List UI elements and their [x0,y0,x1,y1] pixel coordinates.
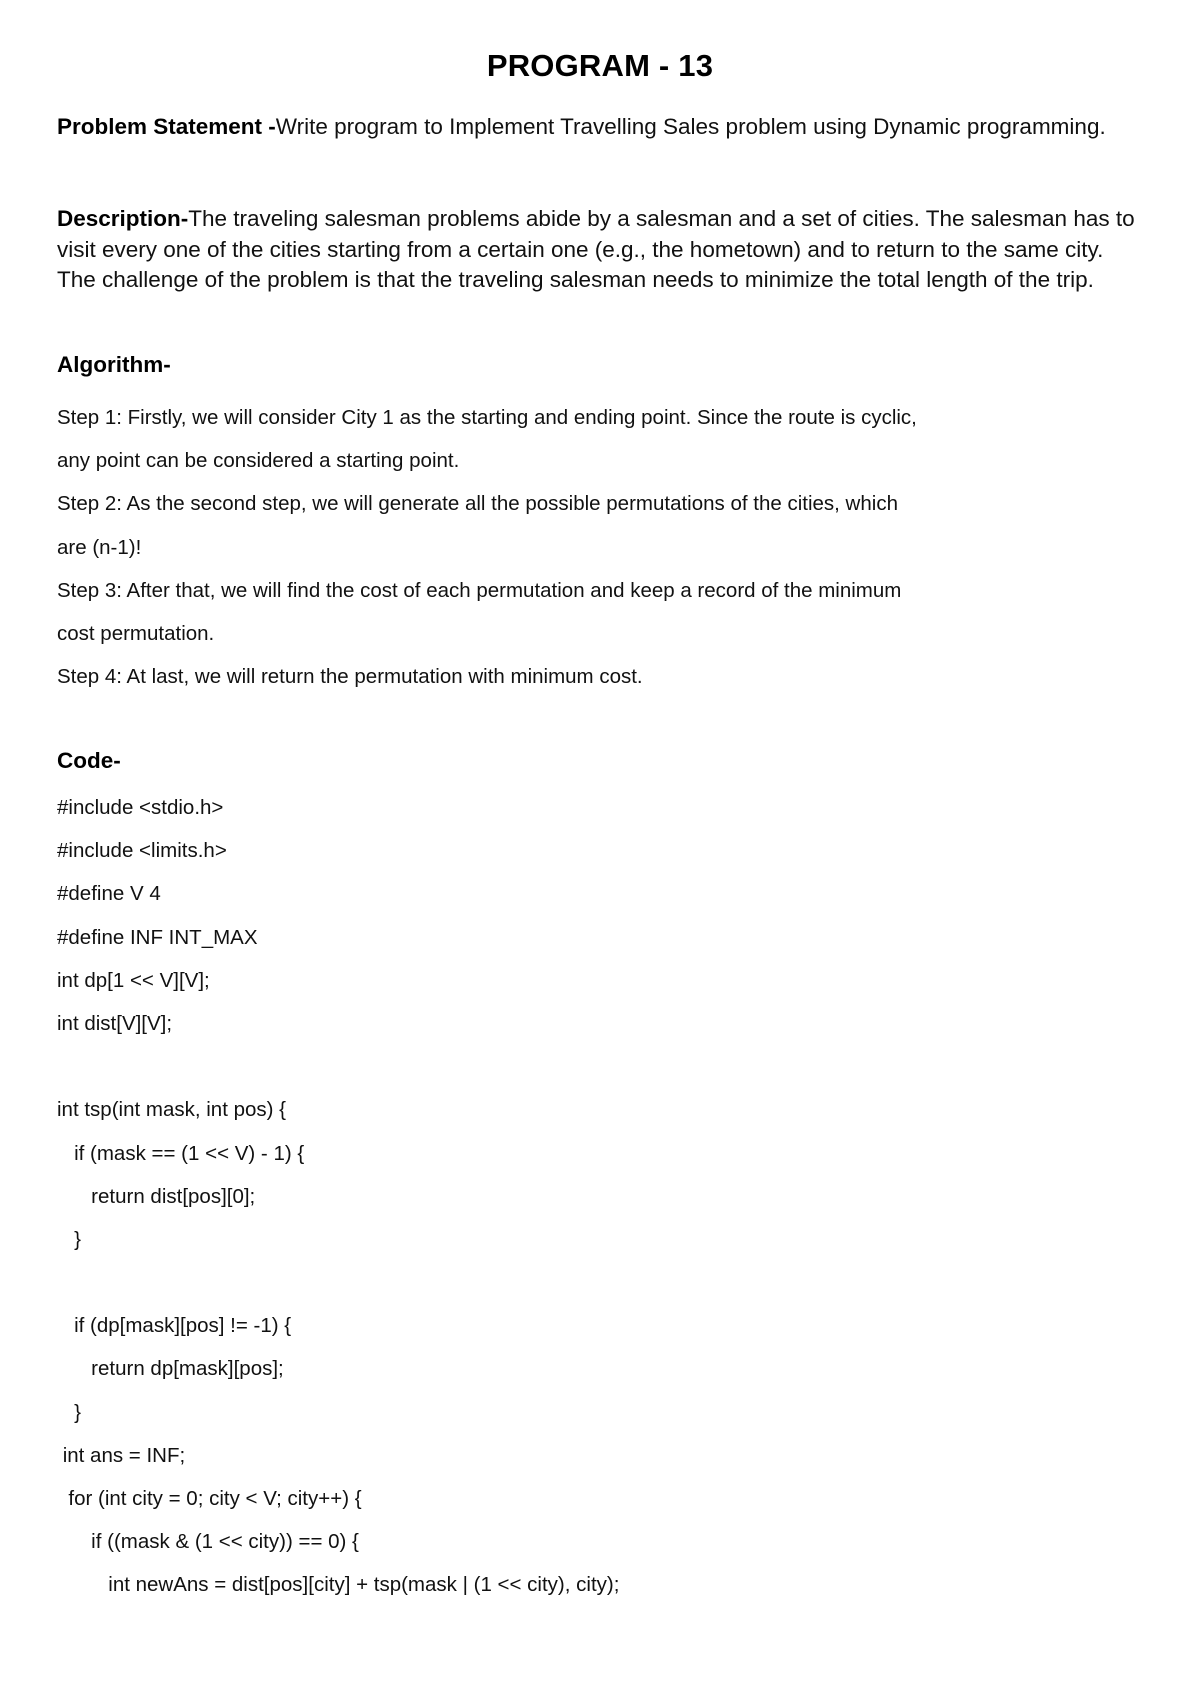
code-line [57,1261,1137,1304]
problem-statement-label: Problem Statement - [57,114,276,139]
code-line: for (int city = 0; city < V; city++) { [57,1487,362,1510]
code-line: } [57,1227,81,1251]
code-line: #define V 4 [57,882,161,906]
algorithm-line: are (n-1)! [57,535,142,559]
code-line: int dist[V][V]; [57,1011,173,1035]
algorithm-line: any point can be considered a starting point. [57,449,460,473]
code-line: } [57,1400,81,1424]
problem-statement [57,108,1137,145]
code-line: return dp[mask][pos]; [57,1357,284,1381]
algorithm-line: cost permutation. [57,621,215,645]
algorithm-line: Step 1: Firstly, we will consider City 1 as the starting and ending point. Since the route is cyclic, [57,406,917,429]
code-line: #include <limits.h> [57,839,227,863]
code-line: #define INF INT_MAX [57,925,258,949]
code-heading: Code- [57,748,121,773]
algorithm-heading: Algorithm- [57,352,171,377]
code-line: if (dp[mask][pos] != -1) { [57,1314,292,1338]
code-line: int tsp(int mask, int pos) { [57,1098,287,1122]
algorithm-line: Step 4: At last, we will return the permutation with minimum cost. [57,665,643,689]
algorithm-steps [57,396,1137,698]
description-label: Description- [57,206,189,231]
code-line: int ans = INF; [57,1443,186,1467]
code-line: int newAns = dist[pos][city] + tsp(mask | (1 << city), city); [57,1573,620,1597]
code-line: if (mask == (1 << V) - 1) { [57,1141,305,1165]
problem-statement-text: Write program to Implement Travelling Sales problem using Dynamic programming. [275,114,1106,139]
code-block [57,786,1137,1607]
page-title: PROGRAM - 13 [486,48,714,83]
description-text: The traveling salesman problems abide by a salesman and a set of cities. The salesman has to visit every one of the cities starting from a certain one (e.g., the hometown) and to return to the same city. The challenge of the problem is that the traveling salesman needs to minimize the total length of the trip. [57,206,1135,292]
code-line: if ((mask & (1 << city)) == 0) { [57,1530,359,1554]
description [57,204,1137,296]
code-line: return dist[pos][0]; [57,1184,256,1208]
algorithm-line: Step 3: After that, we will find the cost of each permutation and keep a record of the minimum [57,578,902,602]
code-line: int dp[1 << V][V]; [57,968,210,992]
algorithm-line: Step 2: As the second step, we will generate all the possible permutations of the cities, which [57,492,898,516]
code-line [57,1045,1137,1088]
code-line: #include <stdio.h> [57,796,224,819]
